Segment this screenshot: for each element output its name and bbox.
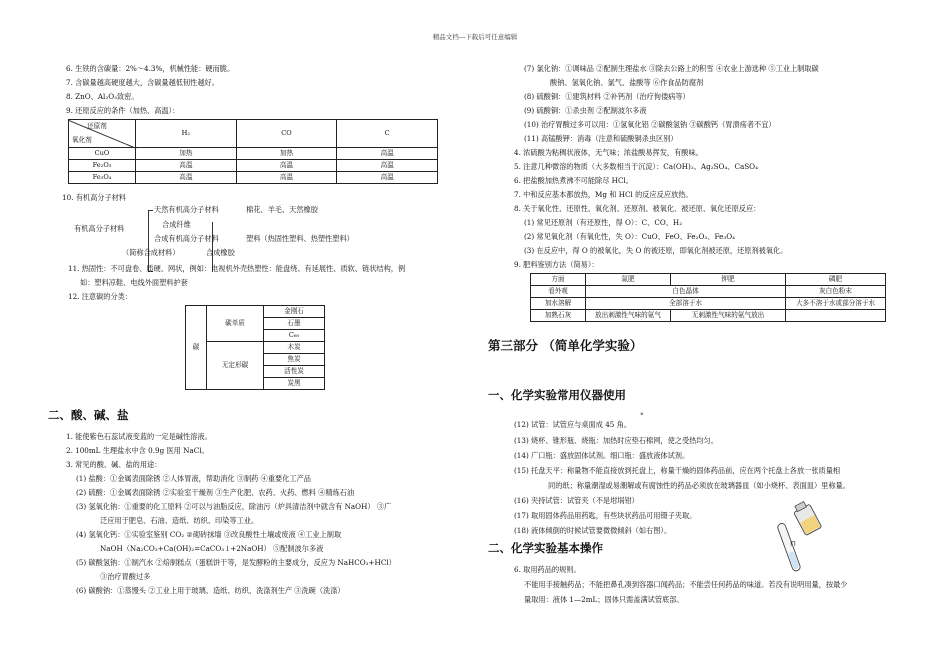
table-cell: 高温 — [236, 160, 337, 172]
text-line: 10. 有机高分子材料 — [62, 193, 127, 202]
table-cell: 高温 — [136, 172, 237, 184]
text-line: 量取用：液体 1—2mL；固体只需盖满试管底部。 — [524, 595, 684, 604]
text-line: (14) 广口瓶：盛放固体试剂。细口瓶：盛放液体试剂。 — [514, 451, 690, 460]
text-line: (9) 硫酸铜：①杀虫剂 ②配制波尔多液 — [524, 106, 647, 115]
text-line: (15) 托盘天平：称量物不能直接放到托盘上，称量干燥的固体药品前，应在两个托盘上各放一张质量相 — [514, 466, 841, 475]
polymer-synthetic: 合成有机高分子材料 — [154, 234, 219, 243]
polymer-synthetic-abbr: （简称合成材料） — [122, 248, 180, 257]
text-line: (7) 氯化钠：①调味品 ②配制生理盐水 ③除去公路上的积雪 ④农业上游选种 ⑤工业上制取碳 — [524, 64, 819, 73]
text-line: (11) 高锰酸钾：消毒（注意和硫酸铜杀虫区别） — [524, 134, 678, 143]
table-cell: 高温 — [337, 148, 438, 160]
section-title: 二、化学实验基本操作 — [488, 541, 603, 555]
text-line: (13) 烧杯、锥形瓶、烧瓶：加热时应垫石棉网，使之受热均匀。 — [514, 436, 718, 445]
table-cell: 灰白色粉末 — [786, 286, 886, 298]
text-line: 6. 取用药品的规则。 — [514, 565, 581, 574]
text-line: (18) 液体倾倒的时候试管要微微倾斜（如右图）。 — [514, 526, 672, 535]
polymer-synthetic-fiber: 合成纤维 — [162, 220, 191, 229]
stopper-icon: ⊓ — [790, 540, 796, 548]
text-line: (5) 碳酸氢钠：①制汽水 ②焙制糕点（蛋糕饼干等，是发酵粉的主要成分，反应为 NaHCO₃+HCl） — [76, 558, 396, 567]
table-cell: 大多不溶于水或部分溶于水 — [786, 298, 886, 310]
carbon-item: 木炭 — [264, 342, 325, 354]
polymer-natural-examples: 棉花、羊毛、天然橡胶 — [246, 205, 318, 214]
text-line: 7. 含碳量越高硬度越大，含碳量越低韧性越好。 — [66, 78, 219, 87]
text-line: 如：塑料凉鞋、电线外面塑料护套 — [80, 278, 188, 287]
carbon-item: 焦炭 — [264, 354, 325, 366]
polymer-plastic: 塑料（热固性塑料、热塑性塑料） — [246, 234, 354, 243]
text-line: 不能用手接触药品；不能把鼻孔凑到容器口闻药品；不能尝任何药品的味道。若没有说明用量，按最少 — [524, 580, 848, 589]
text-line: ③治疗胃酸过多 — [100, 572, 151, 581]
table-cell: CuO — [69, 148, 136, 160]
text-line: NaOH（Na₂CO₃+Ca(OH)₂=CaCO₃↓+2NaOH） ⑤配制波尔多液 — [100, 544, 324, 553]
table-header-cell: 氮肥 — [586, 274, 671, 286]
text-line: (3) 氢氧化钠：①重要的化工原料 ②可以与油脂反应，除油污（炉具清洁剂中就含有 NaOH） ③广 — [76, 502, 392, 511]
table-corner-cell — [69, 120, 136, 148]
text-line: 6. 生铁的含碳量：2%～4.3%，机械性能：硬而脆。 — [66, 64, 235, 73]
text-line: (2) 常见氧化剂（有氧化性，失 O）：CuO、FeO、Fe₂O₃、Fe₃O₄ — [524, 232, 735, 241]
carbon-item: 石墨 — [264, 318, 325, 330]
text-line: (16) 夹持试管：试管夹（不是坩埚钳） — [514, 496, 639, 505]
table-header-cell: H₂ — [136, 120, 237, 148]
text-line: 11. 热固性：不可盘卷、质硬、网状，例如：电视机外壳热塑性：能盘绕、有延展性、质软、链状结构，例 — [68, 264, 406, 273]
text-line: (3) 在反应中，得 O 的被氧化，失 O 的被还原，即氧化剂被还原，还原剂被氧化。 — [524, 246, 788, 255]
section-title: 二、酸、碱、盐 — [48, 408, 129, 422]
carbon-classification-table — [185, 305, 325, 390]
table-cell: Fe₂O₃ — [69, 160, 136, 172]
table-cell: Fe₃O₄ — [69, 172, 136, 184]
polymer-root: 有机高分子材料 — [74, 224, 125, 233]
table-cell: 高温 — [236, 172, 337, 184]
text-line: 6. 把盐酸加热煮沸不可能除尽 HCl。 — [514, 176, 633, 185]
reduction-condition-table — [68, 119, 438, 184]
text-line: 7. 中和反应基本都放热，Mg 和 HCl 的反应反应放热。 — [514, 190, 693, 199]
text-line: 8. ZnO、Al₂O₃致密。 — [66, 92, 139, 101]
text-line: 同的纸；称量潮湿或易潮解或有腐蚀性的药品必须放在玻璃器皿（如小烧杯、表面皿）里称量。 — [548, 481, 850, 490]
text-line: 12. 注意碳的分类： — [68, 292, 133, 301]
fertilizer-table — [530, 273, 886, 322]
table-header-cell: 磷肥 — [786, 274, 886, 286]
text-line: (8) 硫酸铜：①建筑材料 ②补钙剂（治疗佝偻病等） — [524, 92, 690, 101]
section-title: 一、化学实验常用仪器使用 — [488, 388, 626, 402]
table-cell: 加热 — [236, 148, 337, 160]
carbon-item: 活性炭 — [264, 366, 325, 378]
table-header-cell: CO — [236, 120, 337, 148]
text-line: (4) 氢氧化钙：①实验室鉴别 CO₂ ②砌砖抹墙 ③改良酸性土壤或废液 ④工业上制取 — [76, 530, 342, 539]
table-cell: 高温 — [337, 172, 438, 184]
text-line: 3. 常见的酸、碱、盐的用途： — [66, 460, 162, 469]
carbon-item: 炭黑 — [264, 378, 325, 390]
table-header-cell: 钾肥 — [671, 274, 786, 286]
text-line: 4. 浓硫酸为粘稠状液体，无气味；浓盐酸易挥发，有酸味。 — [514, 148, 703, 157]
table-cell: 白色晶体 — [586, 286, 786, 298]
table-cell: 高温 — [136, 160, 237, 172]
carbon-group: 碳单质 — [207, 306, 264, 342]
text-line: 泛应用于肥皂、石油、造纸、纺织、印染等工业。 — [100, 516, 259, 525]
table-cell — [786, 310, 886, 322]
text-line: 9. 还原反应的条件（加热、高温）： — [66, 106, 180, 115]
table-cell: 放出刺激性气味的氨气 — [586, 310, 671, 322]
corner-bottom-label: 氧化剂 — [72, 136, 92, 145]
pouring-liquid-illustration — [770, 500, 834, 578]
corner-top-label: 还原剂 — [87, 122, 107, 130]
text-line: (2) 硫酸：①金属表面除锈 ②实验室干燥剂 ③生产化肥、农药、火药、燃料 ④精炼石油 — [76, 488, 355, 497]
table-cell: 看外观 — [531, 286, 586, 298]
table-cell: 加熟石灰 — [531, 310, 586, 322]
carbon-item: 金刚石 — [264, 306, 325, 318]
polymer-natural: 天然有机高分子材料 — [154, 205, 219, 214]
carbon-root: 碳 — [186, 306, 207, 390]
degree-symbol: ° — [640, 412, 644, 420]
text-line: 2. 100mL 生理盐水中含 0.9g 医用 NaCl。 — [66, 446, 209, 455]
text-line: 1. 能使紫色石蕊试液变蓝的一定是碱性溶液。 — [66, 432, 212, 441]
table-header-cell: 方面 — [531, 274, 586, 286]
text-line: 9. 肥料鉴别方法（简易）： — [514, 260, 599, 269]
carbon-item: C₆₀ — [264, 330, 325, 342]
table-cell: 加热 — [136, 148, 237, 160]
text-line: (1) 盐酸：①金属表面除锈 ②人体胃液，帮助消化 ③制药 ④重要化工产品 — [76, 474, 311, 483]
part-title: 第三部分 （简单化学实验） — [488, 338, 643, 353]
page-header: 精品文档---下载后可任意编辑 — [432, 33, 518, 41]
table-cell: 加水溶解 — [531, 298, 586, 310]
carbon-group: 无定形碳 — [207, 342, 264, 390]
text-line: 酸钠、氢氧化钠、氯气、盐酸等 ⑥作食品防腐剂 — [550, 78, 704, 87]
table-header-cell: C — [337, 120, 438, 148]
table-cell: 高温 — [337, 160, 438, 172]
text-line: (1) 常见还原剂（有还原性，得 O）：C、CO、H₂ — [524, 218, 683, 227]
polymer-synthetic-rubber: 合成橡胶 — [206, 248, 235, 257]
table-cell: 无刺激性气味的氨气放出 — [671, 310, 786, 322]
text-line: (12) 试管：试管应与桌面成 45 角。 — [514, 420, 632, 429]
text-line: 5. 注意几种微溶的物质（大多数相当于沉淀）：Ca(OH)₂、Ag₂SO₄、CaSO₄ — [514, 162, 758, 171]
text-line: (17) 取用固体药品用药匙，有些块状药品可用镊子夹取。 — [514, 511, 697, 520]
text-line: (6) 碳酸钠：①蒸馒头 ②工业上用于玻璃、造纸、纺织、洗涤剂生产 ③洗碗（洗涤） — [76, 586, 345, 595]
text-line: 8. 关于氧化性、还原性、氧化剂、还原剂、被氧化、被还原、氧化还原反应： — [514, 204, 761, 213]
text-line: (10) 治疗胃酸过多可以用：①氢氧化铝 ②碳酸氢钠 ③碳酸钙（胃溃疡者不宜） — [524, 120, 776, 129]
table-cell: 全部溶于水 — [586, 298, 786, 310]
